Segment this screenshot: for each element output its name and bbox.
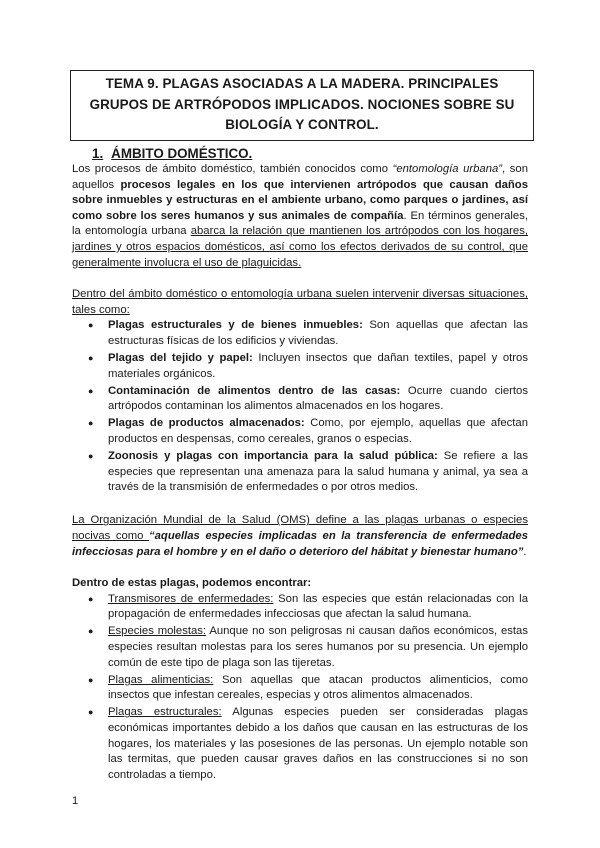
bullet-icon: ● [88,320,94,331]
page-number: 1 [72,795,79,807]
plagues-intro: Dentro de estas plagas, podemos encontrar: [72,577,312,590]
intro-term: “entomología urbana” [392,163,503,175]
item-term: Zoonosis y plagas con importancia para la salud pública: [108,450,438,463]
oms-paragraph [72,513,528,560]
list-item [88,384,528,415]
bullet-icon: ● [88,626,94,637]
item-term: Plagas alimenticias: [108,673,214,686]
item-term: Transmisores de enfermedades: [108,592,274,605]
item-term: Plagas del tejido y papel: [108,352,253,365]
document-title: TEMA 9. PLAGAS ASOCIADAS A LA MADERA. PRINCIPALES GRUPOS DE ARTRÓPODOS IMPLICADOS. NOCIONES SOBRE SU BIOLOGÍA Y CONTROL. [70,70,534,141]
item-term: Plagas estructurales: [108,706,222,719]
bullet-icon: ● [88,353,94,364]
intro-scope: abarca la relación que mantienen los artrópodos con los hogares, jardines y otros espacios domésticos, así como los efectos derivados de su control, que generalmente involucra el uso de plaguicidas. [72,225,528,269]
list-item [88,416,528,447]
bullet-icon: ● [88,385,94,396]
item-term: Plagas estructurales y de bienes inmuebles: [108,319,363,332]
bullet-icon: ● [88,674,94,685]
situations-intro: Dentro del ámbito doméstico o entomología urbana suelen intervenir diversas situaciones, tales como: [72,288,528,316]
item-desc: Aunque no son peligrosas ni causan daños económicos, estas especies resultan molestas para los seres humanos por su presencia. Un ejemplo común de este tipo de plaga son las tijeretas. [108,625,528,669]
intro-text: . En términos generales, la entomología urbana [72,209,528,238]
item-term: Especies molestas: [108,625,207,638]
item-term: Plagas de productos almacenados: [108,417,305,430]
list-item [88,673,529,704]
oms-text: . [523,545,527,558]
list-item [88,351,528,382]
item-desc: Incluyen insectos que dañan textiles, papel y otros materiales orgánicos. [108,352,528,380]
bullet-icon: ● [88,707,94,718]
list-item [88,592,528,623]
intro-text: Los procesos de ámbito doméstico, también conocidos como [72,163,393,175]
bullet-icon: ● [88,451,94,462]
oms-text: La Organización Mundial de la Salud (OMS) define a las plagas urbanas o especies nocivas como [72,514,528,542]
intro-text: , son aquellos [72,163,528,191]
intro-definition: procesos legales en los que intervienen artrópodos que causan daños sobre inmuebles y estructuras en el ambiente urbano, como parques o jardines, así como sobre los seres humanos y sus animales de compañía [72,178,528,222]
situations-list [72,318,528,496]
intro-paragraph [72,162,528,271]
list-item [88,624,528,671]
item-desc: Algunas especies pueden ser consideradas plagas económicas importantes debido a los daños que causan en las estructuras de los hogares, los materiales y las posesiones de las personas. Un ejemplo notable son las termitas, que pueden causar graves daños en las construcciones si no son controladas a tiempo. [108,706,528,781]
document-body [72,162,528,785]
oms-quote: “aquellas especies implicadas en la transferencia de enfermedades infecciosas para el hombre y en el daño o deterioro del hábitat y bienestar humano” [72,529,528,558]
item-term: Contaminación de alimentos dentro de las casas: [108,384,401,397]
bullet-icon: ● [88,418,94,429]
section-heading-text: ÁMBITO DOMÉSTICO. [111,146,253,161]
plagues-list [72,592,528,784]
bullet-icon: ● [88,593,94,604]
section-heading [92,146,252,161]
item-desc: Ocurre cuando ciertos artrópodos contaminan los alimentos almacenados en los hogares. [108,384,528,413]
list-item [88,318,528,349]
item-desc: Como, por ejemplo, aquellas que afectan productos en despensas, como cereales, granos o especias. [108,417,528,445]
list-item [88,449,528,496]
list-item [88,705,528,783]
item-desc: Son aquellas que afectan las estructuras físicas de los edificios y viviendas. [108,319,528,347]
item-desc: Son las especies que están relacionadas con la propagación de enfermedades infecciosas que afectan la salud humana. [108,592,528,621]
item-desc: Son aquellas que atacan productos alimenticios, como insectos que infestan cereales, especias y otros alimentos almacenados. [108,673,529,702]
section-number: 1. [92,146,104,161]
item-desc: Se refiere a las especies que representan una amenaza para la salud humana y animal, ya sea a través de la transmisión de enfermedades o por otros medios. [108,450,528,494]
